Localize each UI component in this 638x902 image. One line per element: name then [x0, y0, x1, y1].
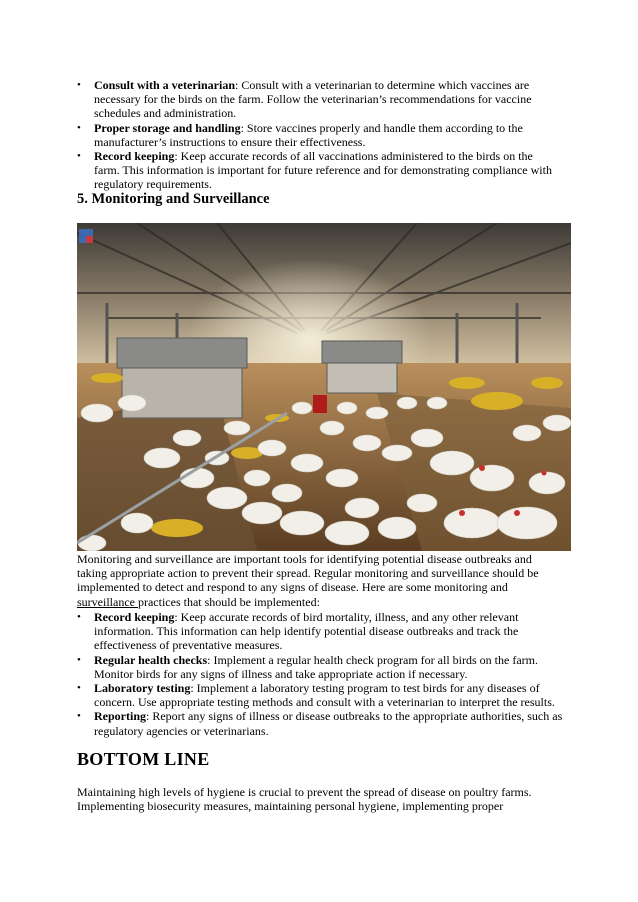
- poultry-house-photo: [77, 223, 571, 551]
- list-term: Proper storage and handling: [94, 120, 241, 135]
- bullet-glyph: •: [77, 682, 81, 695]
- bottom-line-paragraph: Maintaining high levels of hygiene is crucial to prevent the spread of disease on poultry farms. Implementing biosecurity measures, maintaining personal hygiene, implementing proper: [77, 785, 532, 814]
- monitoring-practices-list: [77, 610, 567, 738]
- list-item: [77, 653, 567, 681]
- list-item: [77, 121, 559, 149]
- list-term: Reporting: [94, 709, 146, 724]
- list-item: [77, 681, 567, 709]
- list-item: [77, 78, 559, 121]
- list-text: : Implement a laboratory testing program to test birds for any diseases of concern. Use appropriate testing methods and consult with a veterinarian to interpret the results.: [94, 681, 555, 710]
- list-text: : Report any signs of illness or disease outbreaks to the appropriate authorities, such as regulatory agencies or veterinarians.: [94, 709, 563, 738]
- bullet-glyph: •: [77, 653, 81, 666]
- list-text: : Keep accurate records of bird mortality, illness, and any other relevant information. This information can help identify potential disease outbreaks and track the effectiveness of preventative measures.: [94, 610, 519, 653]
- section-heading-bottom-line: BOTTOM LINE: [77, 749, 210, 769]
- vaccination-list: [77, 78, 559, 192]
- list-item: [77, 610, 567, 653]
- list-item: [77, 149, 559, 192]
- list-text: : Store vaccines properly and handle them according to the manufacturer’s instructions to ensure their effectiveness.: [94, 120, 523, 149]
- surveillance-link[interactable]: surveillance: [77, 594, 138, 609]
- bullet-glyph: •: [77, 611, 81, 623]
- paragraph-text: Monitoring and surveillance are important tools for identifying potential disease outbreaks and taking appropriate action to prevent their spread. Regular monitoring and surveillance should be implemented to detect and respond to any signs of disease. Here are some monitoring and: [77, 552, 539, 595]
- list-term: Record keeping: [94, 610, 175, 624]
- section-heading-monitoring: 5. Monitoring and Surveillance: [77, 191, 270, 207]
- list-item: [77, 709, 567, 737]
- list-text: : Consult with a veterinarian to determine which vaccines are necessary for the birds on the farm. Follow the veterinarian’s recommendations for vaccine schedules and administration.: [94, 78, 532, 121]
- bullet-glyph: •: [77, 150, 81, 163]
- paragraph-text: practices that should be implemented:: [137, 594, 320, 609]
- list-term: Laboratory testing: [94, 681, 191, 696]
- bullet-glyph: •: [77, 79, 81, 91]
- bullet-glyph: •: [77, 710, 81, 723]
- monitoring-paragraph: [77, 552, 561, 609]
- list-term: Consult with a veterinarian: [94, 78, 235, 92]
- list-text: : Implement a regular health check program for all birds on the farm. Monitor birds for any signs of illness and take appropriate action if necessary.: [94, 652, 538, 681]
- list-term: Record keeping: [94, 149, 175, 164]
- list-term: Regular health checks: [94, 652, 208, 667]
- list-text: : Keep accurate records of all vaccinations administered to the birds on the farm. This information is important for future reference and for demonstrating compliance with regulatory requirements.: [94, 149, 552, 192]
- bullet-glyph: •: [77, 121, 81, 134]
